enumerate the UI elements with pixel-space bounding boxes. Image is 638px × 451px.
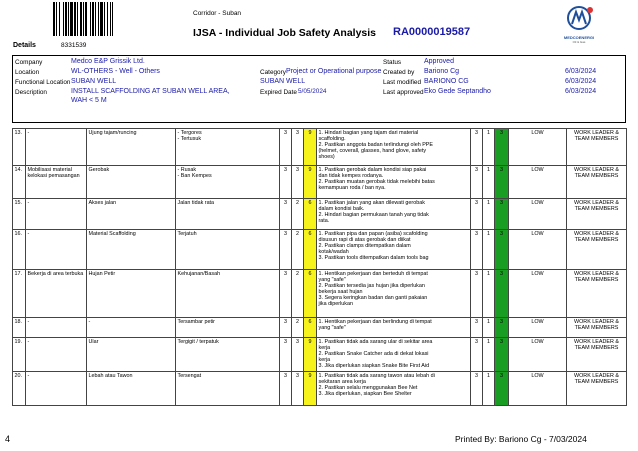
responsible-person-line: TEAM MEMBERS [574,325,619,332]
last-modified-label: Last modified [383,79,422,86]
hazard-source: Ular [87,338,176,372]
initial-risk: 9 [304,338,317,372]
created-by-value: Bariono Cg [424,68,460,75]
control-measures-line: rata. [318,218,330,225]
control-measures-line: dalam kondisi baik. [318,206,365,213]
control-measures [317,318,471,338]
responsible-person-line: WORK LEADER & [574,200,619,206]
initial-risk: 9 [304,372,317,406]
details-value: 8331539 [61,42,87,49]
probability: 3 [280,166,292,199]
responsible-person-line: WORK LEADER & [574,231,619,237]
responsible-person [567,230,627,270]
residual-risk: 3 [495,372,509,406]
control-measures-line: 2. Pastikan selalu menggunakan Bee Net [318,385,418,392]
risk-level: LOW [509,166,567,199]
last-approved-by-value: Eko Gede Septandho [424,88,491,95]
hazard-source: Lebah atau Tawon [87,372,176,406]
initial-risk: 6 [304,230,317,270]
logo-wordmark: MEDCOENERGI [563,35,595,40]
responsible-person-line: WORK LEADER & [574,271,619,277]
probability: 3 [280,270,292,318]
table-row [13,270,627,318]
risk-level: LOW [509,318,567,338]
page-number: 4 [5,434,11,444]
activity: - [26,318,87,338]
row-number: 17. [13,270,26,318]
expired-date-value: 5/05/2024 [298,88,327,95]
control-measures-line: kerja [318,357,331,364]
responsible-person [567,199,627,230]
category-sub-value: SUBAN WELL [260,78,306,85]
control-measures-line: 1. Pastikan jalan yang akan dilewati gerobak [318,200,425,206]
hazard-line: - Rusak [177,167,197,173]
responsible-person-line: WORK LEADER & [574,373,619,379]
hazard-source: - [87,318,176,338]
hazard [176,318,280,338]
control-measures [317,199,471,230]
document-id: RA0000019587 [393,26,471,38]
responsible-person [567,318,627,338]
status-label: Status [383,59,402,66]
responsible-person-line: TEAM MEMBERS [574,277,619,284]
residual-risk: 3 [495,166,509,199]
hazard [176,166,280,199]
hazard [176,129,280,166]
severity: 2 [292,270,304,318]
hazard-source: Hujan Petir [87,270,176,318]
responsible-person-line: WORK LEADER & [574,167,619,173]
responsible-person-line: TEAM MEMBERS [574,136,619,143]
control-measures [317,372,471,406]
control-measures-line: sekitaran area kerja [318,379,366,386]
residual-risk: 3 [495,129,509,166]
residual-severity: 1 [483,129,495,166]
control-measures-line: 1. Pastikan tidak ada sarang ular di sekitar area [318,339,433,345]
control-measures [317,270,471,318]
responsible-person-line: TEAM MEMBERS [574,237,619,244]
initial-risk: 6 [304,270,317,318]
control-measures-line: 2. Pastikan Snake Catcher ada di dekat lokasi [318,351,429,358]
printed-by: Printed By: Bariono Cg - 7/03/2024 [455,434,587,444]
responsible-person-line: TEAM MEMBERS [574,173,619,180]
responsible-person-line: TEAM MEMBERS [574,206,619,213]
responsible-person-line: WORK LEADER & [574,339,619,345]
control-measures [317,129,471,166]
responsible-person-line: TEAM MEMBERS [574,379,619,386]
hazard-source: Ujung tajam/runcing [87,129,176,166]
location-label: Location [15,69,40,76]
initial-risk: 6 [304,318,317,338]
hazard-table [12,128,627,406]
initial-risk: 6 [304,199,317,230]
table-row [13,129,627,166]
hazard-line: Tersambar petir [177,319,215,325]
severity: 3 [292,166,304,199]
residual-risk: 3 [495,270,509,318]
last-modified-by-value: BARIONO CG [424,78,469,85]
functional-location-label: Functional Location [15,79,71,86]
control-measures-line: 3. Jika diperlukan siapkan Snake Bite First Aid [318,363,430,370]
document-title: IJSA - Individual Job Safety Analysis [193,27,377,39]
hazard [176,372,280,406]
residual-probability: 3 [471,372,483,406]
responsible-person [567,270,627,318]
control-measures-line: 1. Hindari bagian yang tajam dari material [318,130,419,136]
row-number: 18. [13,318,26,338]
row-number: 15. [13,199,26,230]
row-number: 13. [13,129,26,166]
hazard [176,199,280,230]
hazard-source: Material Scaffolding [87,230,176,270]
row-number: 19. [13,338,26,372]
probability: 3 [280,318,292,338]
hazard-line: Tergigit / terpatuk [177,339,219,345]
responsible-person-line: WORK LEADER & [574,319,619,325]
risk-level: LOW [509,230,567,270]
residual-risk: 3 [495,318,509,338]
activity: - [26,230,87,270]
table-row [13,199,627,230]
responsible-person-line: WORK LEADER & [574,130,619,136]
company-value: Medco E&P Grissik Ltd. [71,58,145,65]
residual-severity: 1 [483,318,495,338]
row-number: 20. [13,372,26,406]
control-measures-line: 1. Hentikan pekerjaan dan berlindung di tempat [318,319,432,325]
activity: - [26,338,87,372]
created-date-value: 6/03/2024 [565,68,597,75]
control-measures-line: 1. Pastikan tidak ada sarang tawon atau lebah di [318,373,435,379]
residual-severity: 1 [483,372,495,406]
row-number: 14. [13,166,26,199]
control-measures-line: scaffolding. [318,136,346,143]
risk-level: LOW [509,129,567,166]
description-label: Description [15,89,47,96]
control-measures-line: 2. Pastikan tersedia jas hujan jika diperlukan [318,283,425,290]
residual-severity: 1 [483,199,495,230]
control-measures-line: kotak/wadah [318,249,349,256]
hazard-line: Terjatuh [177,231,197,237]
residual-risk: 3 [495,199,509,230]
activity: Bekerja di area terbuka [26,270,87,318]
control-measures [317,166,471,199]
row-number: 16. [13,230,26,270]
activity: - [26,372,87,406]
control-measures-line: 1. Hentikan pekerjaan dan berteduh di tempat [318,271,428,277]
table-row [13,230,627,270]
risk-level: LOW [509,372,567,406]
control-measures [317,338,471,372]
description-line-2: WAH < 5 M [71,97,107,104]
expired-date-label: Expired Date [260,89,297,96]
hazard-line: Kehujanan/Basah [177,271,221,277]
table-row [13,318,627,338]
control-measures-line: 2. Pastikan clamps ditempatkan dalam [318,243,411,250]
company-label: Company [15,59,43,66]
risk-level: LOW [509,270,567,318]
probability: 3 [280,199,292,230]
control-measures-line: 1. Pastikan pipa dan papan (asiba) scafolding [318,231,428,237]
severity: 2 [292,318,304,338]
probability: 3 [280,129,292,166]
residual-risk: 3 [495,338,509,372]
category-label: Category [260,69,286,76]
table-row [13,166,627,199]
control-measures-line: kerja [318,345,331,352]
residual-probability: 3 [471,338,483,372]
last-approved-label: Last approved [383,89,424,96]
location-value: WL-OTHERS - Well - Others [71,68,160,75]
control-measures-line: 3. Segera keringkan badan dan ganti pakaian [318,295,428,302]
hazard-line: - Ban Kempes [177,173,212,180]
activity: Mobilisasi material kelokasi pemasangan [26,166,87,199]
responsible-person [567,166,627,199]
responsible-person [567,129,627,166]
initial-risk: 9 [304,166,317,199]
residual-probability: 3 [471,129,483,166]
control-measures-line: dan tidak kempes rodanya. [318,173,384,180]
last-modified-date-value: 6/03/2024 [565,78,597,85]
residual-severity: 1 [483,166,495,199]
description-line-1: INSTALL SCAFFOLDING AT SUBAN WELL AREA, [71,88,230,95]
control-measures-line: kemampuan roda / ban nya. [318,185,386,192]
residual-risk: 3 [495,230,509,270]
risk-level: LOW [509,338,567,372]
control-measures-line: jika diperlukan [318,301,353,308]
residual-severity: 1 [483,230,495,270]
severity: 3 [292,129,304,166]
residual-probability: 3 [471,199,483,230]
hazard-line: Jalan tidak rata [177,200,215,206]
hazard-source: Gerobak [87,166,176,199]
created-by-label: Created by [383,69,415,76]
responsible-person [567,372,627,406]
control-measures-line: (helmet, coverall, glasses, hand glove, safety [318,148,427,155]
hazard-source: Akses jalan [87,199,176,230]
residual-probability: 3 [471,230,483,270]
probability: 3 [280,338,292,372]
initial-risk: 9 [304,129,317,166]
severity: 2 [292,230,304,270]
hazard-line: - Tertusuk [177,136,202,143]
control-measures-line: bekerja saat hujan [318,289,363,296]
residual-probability: 3 [471,318,483,338]
control-measures-line: shoes) [318,154,335,161]
control-measures-line: 2. Pastikan anggota badan terlindungi oleh PPE [318,142,433,149]
control-measures-line: 2. Hindari bagian permukaan tanah yang tidak [318,212,429,219]
table-row [13,372,627,406]
control-measures-line: 2. Pastikan muatan gerobak tidak melebihi batas [318,179,435,186]
logo-subtitle: Oil & Gas [572,40,586,44]
responsible-person [567,338,627,372]
severity: 2 [292,199,304,230]
residual-severity: 1 [483,338,495,372]
category-value: Project or Operational purpose [286,68,382,75]
last-approved-date-value: 6/03/2024 [565,88,597,95]
control-measures-line: 3. Pastikan tools ditempatkan dalam tools bag [318,255,429,262]
severity: 3 [292,338,304,372]
hazard [176,230,280,270]
hazard-line: - Tergores [177,130,202,136]
control-measures-line: disusun rapi di atas gerobak dan diikat [318,237,411,244]
control-measures [317,230,471,270]
severity: 3 [292,372,304,406]
probability: 3 [280,372,292,406]
risk-level: LOW [509,199,567,230]
functional-location-value: SUBAN WELL [71,78,117,85]
hazard [176,338,280,372]
control-measures-line: yang "safe" [318,277,346,284]
residual-probability: 3 [471,166,483,199]
status-value: Approved [424,58,454,65]
control-measures-line: 1. Pastikan gerobak dalam kondisi siap pakai [318,167,427,173]
details-label: Details [13,42,36,49]
residual-probability: 3 [471,270,483,318]
job-info-panel [12,55,626,123]
control-measures-line: yang "safe" [318,325,346,332]
responsible-person-line: TEAM MEMBERS [574,345,619,352]
hazard-line: Tersengat [177,373,202,379]
activity: - [26,199,87,230]
corridor-label: Corridor - Suban [193,10,242,17]
control-measures-line: 3. Jika diperlukan, siapkan Bee Shelter [318,391,412,398]
residual-severity: 1 [483,270,495,318]
hazard [176,270,280,318]
probability: 3 [280,230,292,270]
barcode [53,2,121,36]
activity: - [26,129,87,166]
table-row [13,338,627,372]
